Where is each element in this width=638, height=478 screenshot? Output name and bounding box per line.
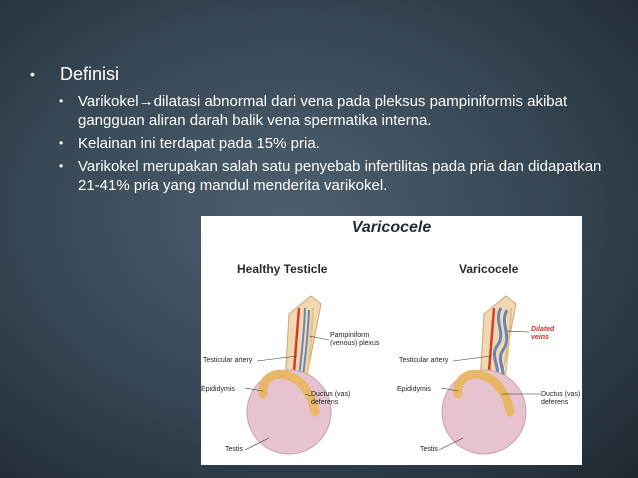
arrow-icon: → bbox=[138, 93, 154, 110]
bullet-list bbox=[30, 62, 615, 199]
sub-bullet-1-definition: dilatasi abnormal dari vena pada pleksus pampiniformis akibat gangguan aliran darah balik vena spermatika interna. bbox=[78, 93, 568, 129]
varicocele-drawing bbox=[442, 296, 526, 454]
sub-bullet-2-text: Kelainan ini terdapat pada 15% pria. bbox=[78, 135, 320, 152]
label-dilated-veins: Dilated veins bbox=[531, 326, 555, 341]
bullet-dot-icon: • bbox=[30, 66, 35, 82]
label-ductus-left: Ductus (vas) deferens bbox=[311, 391, 351, 406]
sub-bullet-3-text: Varikokel merupakan salah satu penyebab infertilitas pada pria dan didapatkan 21-41% pria yang mandul menderita varikokel. bbox=[78, 158, 602, 194]
label-epididymis-right: Epididymis bbox=[397, 386, 431, 393]
label-epididymis-left: Epididymis bbox=[201, 386, 235, 393]
label-testis-left: Testis bbox=[225, 446, 243, 453]
label-artery-left: Testicular artery bbox=[203, 357, 253, 364]
sub-bullet-1 bbox=[30, 92, 615, 130]
varicocele-heading: Varicocele bbox=[459, 262, 519, 276]
varicocele-figure bbox=[201, 216, 582, 465]
bullet-dot-icon: • bbox=[59, 136, 64, 150]
label-ductus-right: Ductus (vas) deferens bbox=[541, 391, 581, 406]
sub-bullet-2 bbox=[30, 134, 615, 153]
bullet-dot-icon: • bbox=[59, 159, 64, 173]
sub-bullet-3 bbox=[30, 157, 615, 195]
label-artery-right: Testicular artery bbox=[399, 357, 449, 364]
healthy-heading: Healthy Testicle bbox=[237, 262, 328, 276]
label-pampiniform: Pampiniform (venous) plexus bbox=[330, 332, 380, 347]
bullet-heading: Definisi bbox=[60, 64, 120, 84]
figure-title: Varicocele bbox=[351, 219, 432, 236]
sub-bullet-1-term: Varikokel bbox=[78, 93, 139, 110]
bullet-dot-icon: • bbox=[59, 94, 64, 108]
anatomy-illustration bbox=[201, 216, 582, 465]
healthy-testicle-drawing bbox=[247, 296, 331, 454]
label-testis-right: Testis bbox=[420, 446, 438, 453]
bullet-definisi bbox=[30, 62, 615, 86]
